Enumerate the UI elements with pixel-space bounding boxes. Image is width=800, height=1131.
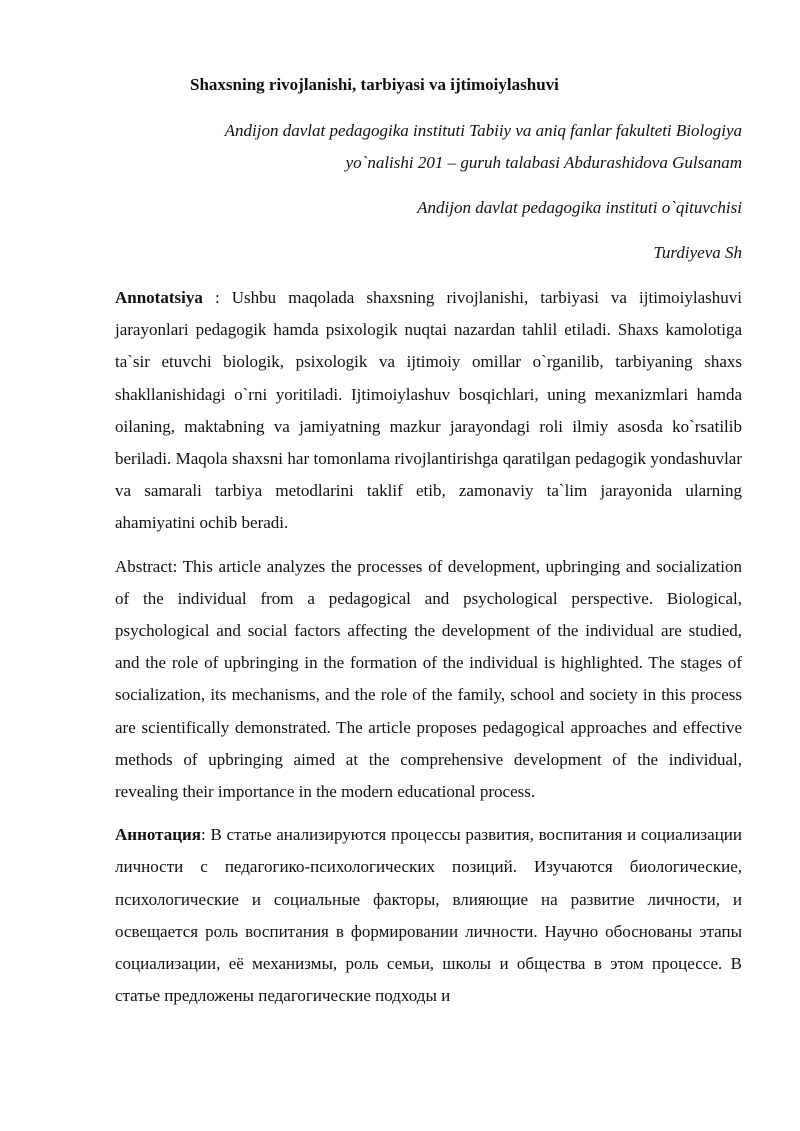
annotation-uzbek: [115, 282, 742, 540]
annotation-uzbek-text: : Ushbu maqolada shaxsning rivojlanishi, tarbiyasi va ijtimoiylashuvi jarayonlari pedagogik hamda psixologik nuqtai nazardan tahlil etiladi. Shaxs kamolotiga ta`sir etuvchi biologik, psixologik va ijtimoiy omillar o`rganilib, tarbiyaning shaxs shakllanishidagi o`rni yoritiladi. Ijtimoiylashuv bosqichlari, uning mexanizmlari hamda oilaning, maktabning va jamiyatning mazkur jarayondagi roli ilmiy asosda ko`rsatilib beriladi. Maqola shaxsni har tomonlama rivojlantirishga qaratilgan pedagogik yondashuvlar va samarali tarbiya metodlarini taklif etib, zamonaviy ta`lim jarayonida ularning ahamiyatini ochib beradi.: [115, 288, 742, 533]
annotation-russian-label: Аннотация: [115, 825, 201, 845]
annotation-uzbek-label: Annotatsiya: [115, 288, 203, 307]
supervisor-name: Turdiyeva Sh: [653, 243, 742, 262]
supervisor-affiliation: Andijon davlat pedagogika instituti o`qituvchisi: [417, 198, 742, 217]
document-page: [115, 72, 742, 1012]
annotation-russian-text: : В статье анализируются процессы развития, воспитания и социализации личности с педагогико-психологических позиций. Изучаются биологические, психологические и социальные факторы, влияющие на развитие личности, и освещается роль воспитания в формировании личности. Научно обоснованы этапы социализации, её механизмы, роль семьи, школы и общества в этом процессе. В статье предложены педагогические подходы и: [115, 825, 742, 1006]
article-title: Shaxsning rivojlanishi, tarbiyasi va ijtimoiylashuvi: [190, 75, 559, 94]
author-affiliation-line-2: yo`nalishi 201 – guruh talabasi Abdurashidova Gulsanam: [345, 153, 742, 172]
author-affiliation-line-1: Andijon davlat pedagogika instituti Tabiiy va aniq fanlar fakulteti Biologiya: [224, 121, 742, 140]
annotation-russian: [115, 819, 742, 1012]
abstract-english: Abstract: This article analyzes the processes of development, upbringing and socialization of the individual from a pedagogical and psychological perspective. Biological, psychological and social factors affecting the development of the individual are studied, and the role of upbringing in the formation of the individual is highlighted. The stages of socialization, its mechanisms, and the role of the family, school and society in this process are scientifically demonstrated. The article proposes pedagogical approaches and effective methods of upbringing aimed at the comprehensive development of the individual, revealing their importance in the modern educational process.: [115, 556, 742, 802]
